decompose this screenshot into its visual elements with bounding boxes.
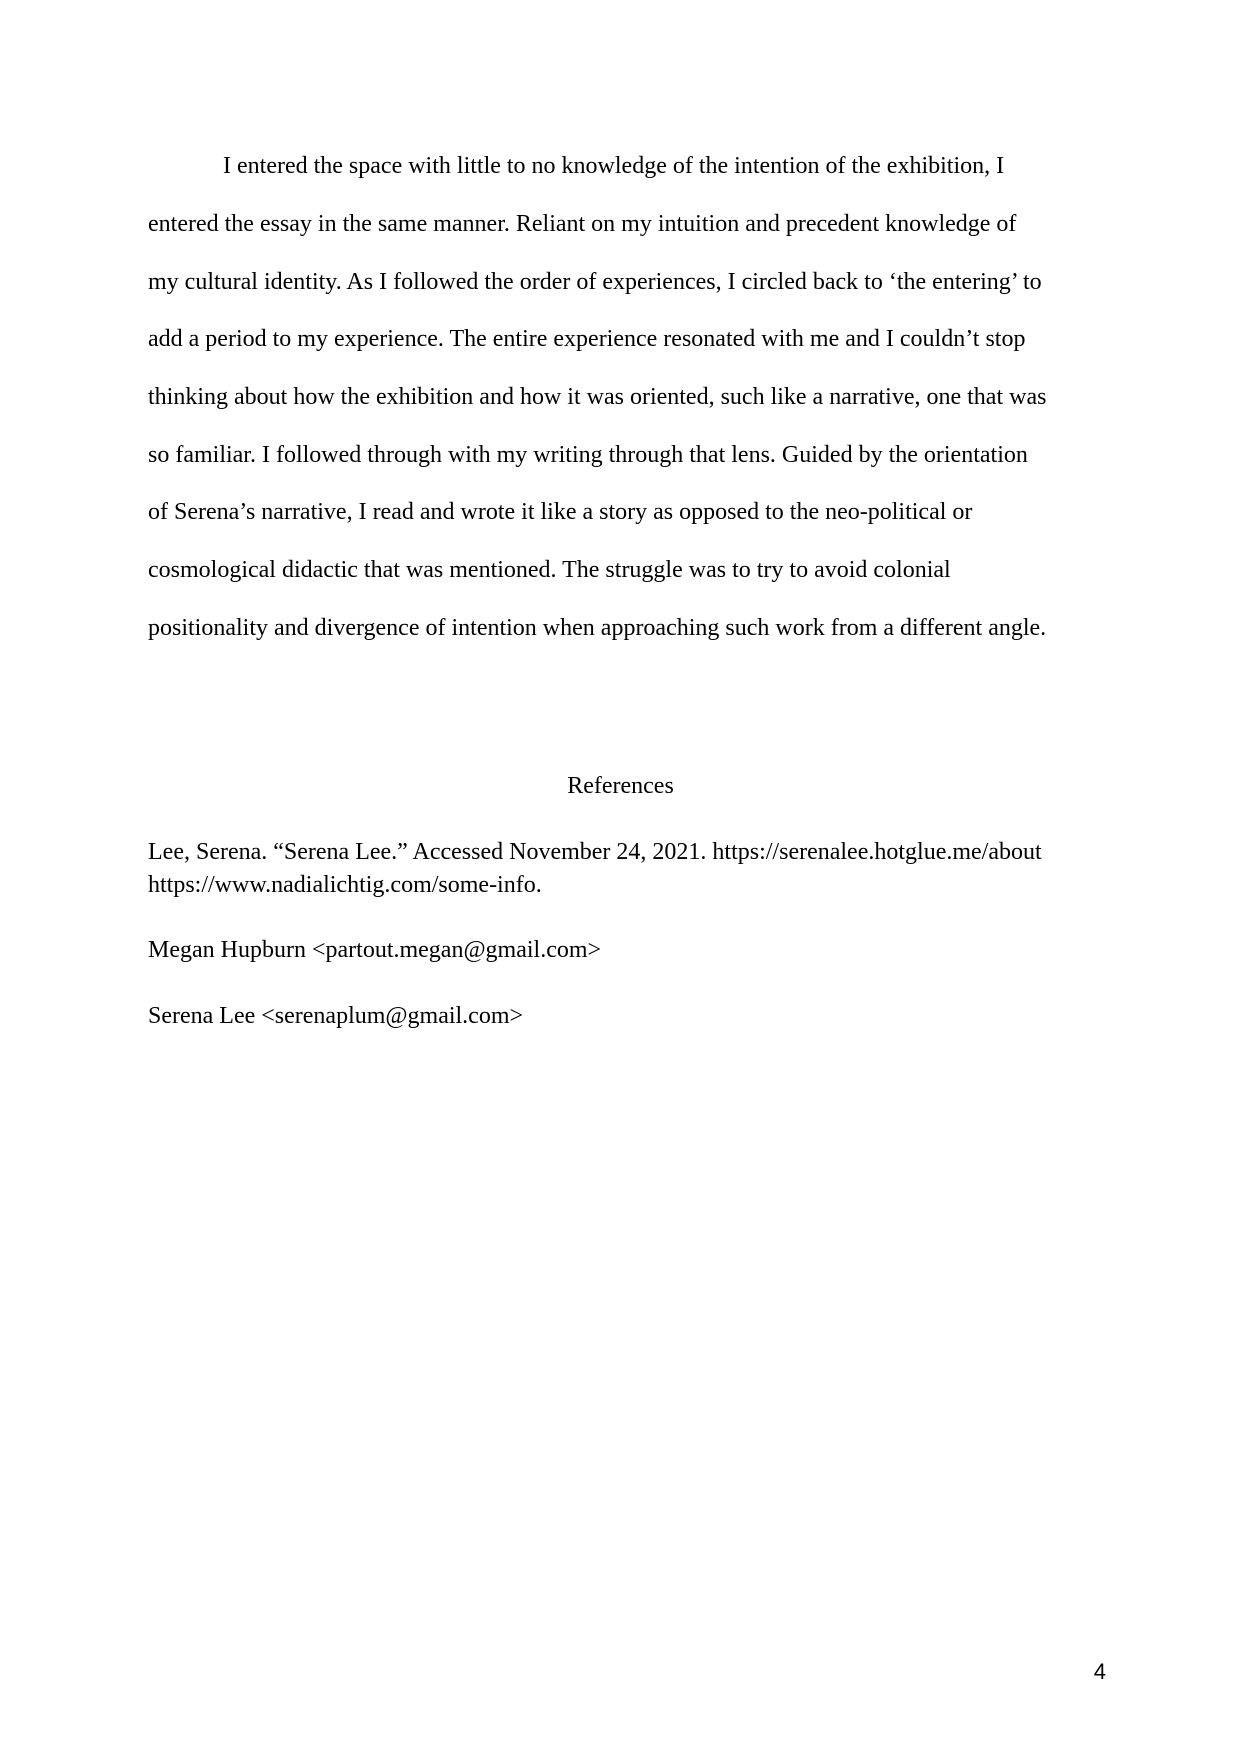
paragraph-line: my cultural identity. As I followed the order of experiences, I circled back to ‘the entering’ to xyxy=(148,269,1042,295)
paragraph-line: thinking about how the exhibition and how it was oriented, such like a narrative, one that was xyxy=(148,384,1047,410)
paragraph-line: entered the essay in the same manner. Reliant on my intuition and precedent knowledge of xyxy=(148,211,1017,237)
page-number: 4 xyxy=(1093,1659,1106,1684)
reference-entry-line: Megan Hupburn <partout.megan@gmail.com> xyxy=(148,937,602,963)
reference-entry-line: Serena Lee <serenaplum@gmail.com> xyxy=(148,1003,524,1029)
paragraph-line: so familiar. I followed through with my writing through that lens. Guided by the orientation xyxy=(148,442,1028,468)
paragraph-line: positionality and divergence of intention when approaching such work from a different angle. xyxy=(148,615,1047,641)
reference-entry-line: https://www.nadialichtig.com/some-info. xyxy=(148,872,542,898)
reference-entry-line: Lee, Serena. “Serena Lee.” Accessed November 24, 2021. https://serenalee.hotglue.me/about xyxy=(148,839,1042,865)
paragraph-line: add a period to my experience. The entire experience resonated with me and I couldn’t stop xyxy=(148,326,1026,352)
paragraph-line: cosmological didactic that was mentioned. The struggle was to try to avoid colonial xyxy=(148,557,951,583)
references-heading: References xyxy=(567,773,674,799)
paragraph-line: of Serena’s narrative, I read and wrote it like a story as opposed to the neo-political or xyxy=(148,499,973,525)
paragraph-line: I entered the space with little to no knowledge of the intention of the exhibition, I xyxy=(223,153,1005,179)
